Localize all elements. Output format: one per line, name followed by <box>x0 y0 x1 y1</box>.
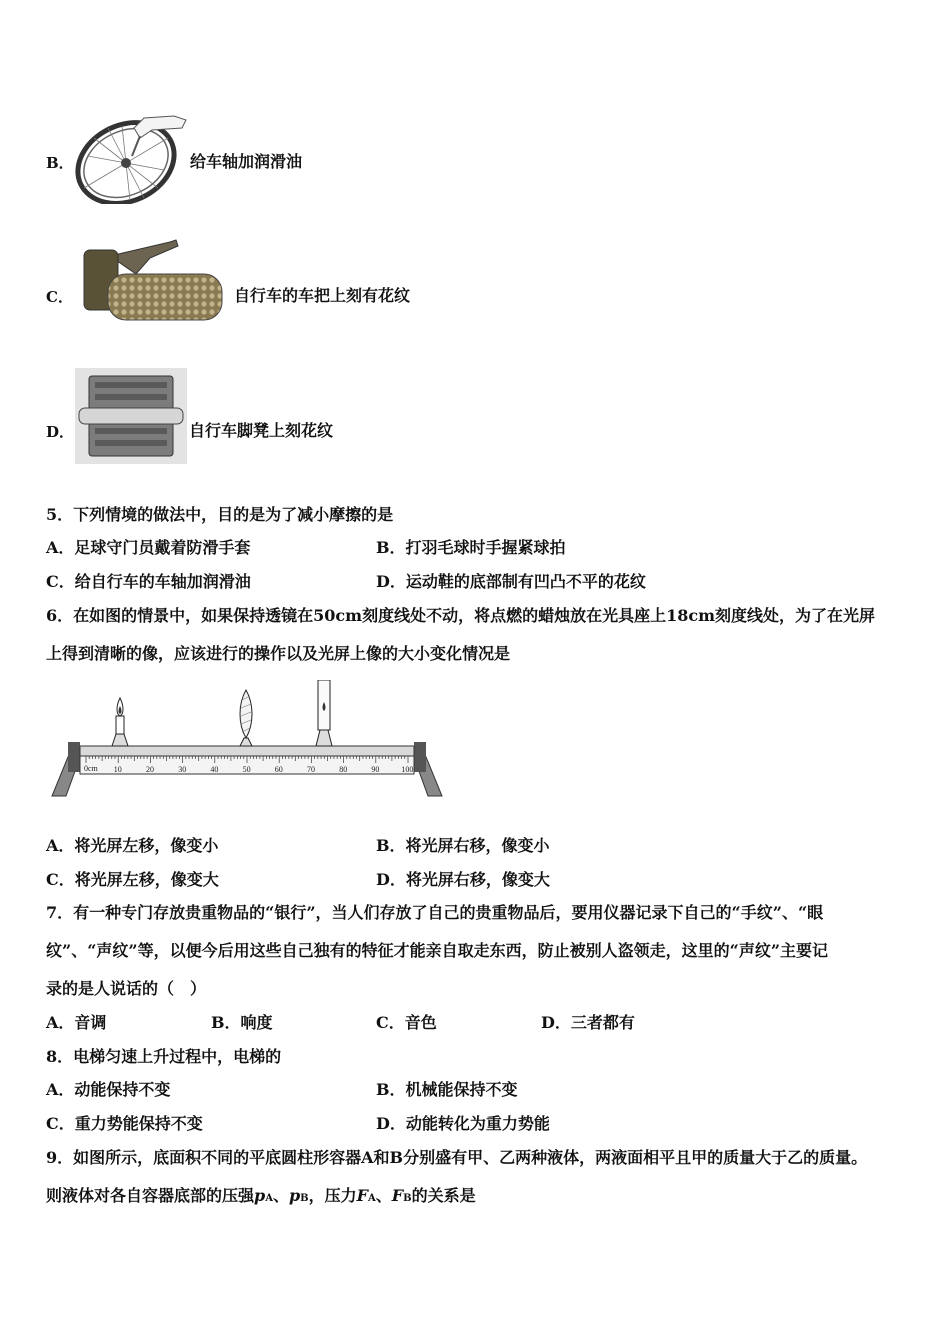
option-b-letter: B． <box>46 154 74 172</box>
q9-stem-line2: 则液体对各自容器底部的压强pA、pB，压力FA、FB的关系是 <box>46 1186 476 1205</box>
option-d-text: 自行车脚凳上刻花纹 <box>189 421 334 440</box>
bench-tick-label: 60 <box>274 765 283 774</box>
optical-bench-figure <box>46 680 448 802</box>
q6-option-a: A．将光屏左移，像变小 <box>46 836 219 855</box>
bench-tick-label: 80 <box>339 765 348 774</box>
q7-stem-line3: 录的是人说话的（ ） <box>46 979 207 998</box>
q5-option-b: B．打羽毛球时手握紧球拍 <box>376 538 566 557</box>
q9-stem-line1: 9．如图所示，底面积不同的平底圆柱形容器A和B分别盛有甲、乙两种液体，两液面相平且甲的质量大于乙的质量。 <box>46 1148 868 1167</box>
q6-stem-line2: 上得到清晰的像，应该进行的操作以及光屏上像的大小变化情况是 <box>46 644 511 663</box>
bench-tick-label: 20 <box>146 765 154 774</box>
option-b-text: 给车轴加润滑油 <box>190 152 303 171</box>
q8-option-d: D．动能转化为重力势能 <box>376 1114 550 1133</box>
candle <box>112 698 128 746</box>
q7-option-b: B．响度 <box>211 1013 273 1032</box>
bicycle-wheel-image <box>74 108 190 204</box>
q7-option-c: C．音色 <box>376 1013 437 1032</box>
q5-option-d: D．运动鞋的底部制有凹凸不平的花纹 <box>376 572 646 591</box>
q8-option-c: C．重力势能保持不变 <box>46 1114 203 1133</box>
q8-option-a: A．动能保持不变 <box>46 1080 171 1099</box>
option-c-letter: C． <box>46 288 73 306</box>
q6-option-b: B．将光屏右移，像变小 <box>376 836 550 855</box>
option-d-letter: D． <box>46 423 75 441</box>
q5-option-c: C．给自行车的车轴加润滑油 <box>46 572 251 591</box>
bench-unit-label: 0cm <box>84 764 98 773</box>
bench-tick-label: 10 <box>113 765 122 774</box>
q7-option-d: D．三者都有 <box>541 1013 635 1032</box>
bench-tick-label: 70 <box>307 765 315 774</box>
light-screen <box>316 680 332 746</box>
pedal-image <box>75 368 187 464</box>
q5-stem: 5．下列情境的做法中，目的是为了减小摩擦的是 <box>46 505 394 524</box>
bench-tick-label: 30 <box>178 765 187 774</box>
q6-stem-line1: 6．在如图的情景中，如果保持透镜在50cm刻度线处不动，将点燃的蜡烛放在光具座上18cm刻度线处，为了在光屏 <box>46 606 876 625</box>
q8-stem: 8．电梯匀速上升过程中，电梯的 <box>46 1047 282 1066</box>
convex-lens <box>240 690 252 746</box>
q8-option-b: B．机械能保持不变 <box>376 1080 518 1099</box>
q6-option-c: C．将光屏左移，像变大 <box>46 870 219 889</box>
q6-option-d: D．将光屏右移，像变大 <box>376 870 550 889</box>
bench-tick-label: 40 <box>210 765 219 774</box>
bench-tick-label: 90 <box>371 765 380 774</box>
q5-option-a: A．足球守门员戴着防滑手套 <box>46 538 251 557</box>
option-c-text: 自行车的车把上刻有花纹 <box>234 286 411 305</box>
handlebar-grip-image <box>80 236 228 326</box>
q7-option-a: A．音调 <box>46 1013 107 1032</box>
q7-stem-line2: 纹”、“声纹”等，以便今后用这些自己独有的特征才能亲自取走东西，防止被别人盗领走，这里的“声纹”主要记 <box>46 941 829 960</box>
q7-stem-line1: 7．有一种专门存放贵重物品的“银行”，当人们存放了自己的贵重物品后，要用仪器记录下自己的“手纹”、“眼 <box>46 903 824 922</box>
bench-tick-label: 100 <box>401 765 414 774</box>
bench-tick-label: 50 <box>242 765 251 774</box>
